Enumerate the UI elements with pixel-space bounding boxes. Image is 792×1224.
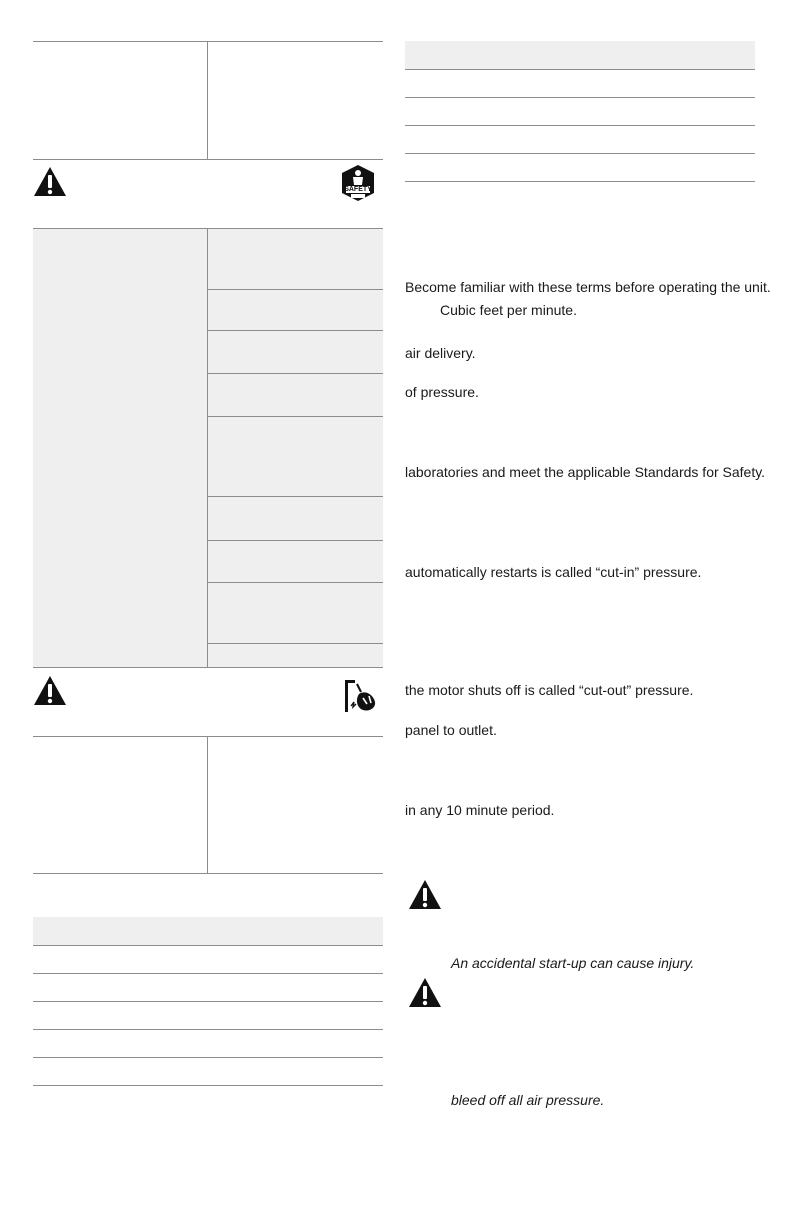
right-spec-table-rule <box>405 69 755 70</box>
glossary-intro: Become familiar with these terms before operating the unit. <box>405 279 771 295</box>
right-spec-table-header <box>405 41 755 69</box>
hazard-table-shaded-cell-1 <box>208 229 383 289</box>
warning-bleed-off: bleed off all air pressure. <box>451 1092 605 1108</box>
hazard-table-row-rule <box>208 643 383 644</box>
hazard-table-row-rule <box>208 540 383 541</box>
warning-triangle-icon <box>408 879 442 910</box>
glossary-cut-in: automatically restarts is called “cut-in” pressure. <box>405 564 702 580</box>
right-spec-table-rule <box>405 153 755 154</box>
hazard-table-row-rule <box>208 582 383 583</box>
hazard-table-row-rule <box>208 416 383 417</box>
hazard-table-shaded-cell-2 <box>208 290 383 330</box>
glossary-ten-minute: in any 10 minute period. <box>405 802 555 818</box>
warning-accidental-startup: An accidental start-up can cause injury. <box>451 955 695 971</box>
glossary-laboratories: laboratories and meet the applicable Standards for Safety. <box>405 464 766 480</box>
glossary-cfm-definition: Cubic feet per minute. <box>440 302 577 318</box>
glossary-air-delivery: air delivery. <box>405 345 476 361</box>
lower-table-rule-bottom <box>33 873 383 874</box>
glossary-of-pressure: of pressure. <box>405 384 479 400</box>
hazard-table-shaded-cell-9 <box>208 644 383 667</box>
hazard-table-shaded-cell-3 <box>208 331 383 373</box>
hazard-table-shaded-cell-4 <box>208 374 383 416</box>
top-table-divider <box>207 41 208 159</box>
warning-triangle-icon <box>33 166 67 197</box>
left-spec-table-rule <box>33 1001 383 1002</box>
hazard-table-rule-bottom <box>33 667 383 668</box>
top-table-rule-top <box>33 41 383 42</box>
right-spec-table-rule <box>405 125 755 126</box>
hazard-table-row-rule <box>208 289 383 290</box>
hazard-table-row-rule <box>208 496 383 497</box>
hazard-table-row-rule <box>208 373 383 374</box>
hazard-table-divider <box>207 229 208 667</box>
left-spec-table-rule <box>33 1029 383 1030</box>
glossary-panel-to-outlet: panel to outlet. <box>405 722 497 738</box>
safety-first-label-line2: FIRST <box>350 194 366 200</box>
hazard-table-shaded-left <box>33 229 207 667</box>
hazard-table-shaded-cell-8 <box>208 583 383 643</box>
left-spec-table-rule <box>33 945 383 946</box>
warning-triangle-icon <box>408 977 442 1008</box>
left-spec-table-header <box>33 917 383 945</box>
warning-triangle-icon <box>33 675 67 706</box>
right-spec-table-rule <box>405 97 755 98</box>
safety-first-label-line1: SAFETY <box>344 186 372 193</box>
right-spec-table-rule <box>405 181 755 182</box>
lower-table-rule-top <box>33 736 383 737</box>
left-spec-table-rule <box>33 1057 383 1058</box>
lower-table-divider <box>207 736 208 873</box>
hazard-table-shaded-cell-5 <box>208 417 383 496</box>
hazard-table-row-rule <box>208 330 383 331</box>
glossary-cut-out: the motor shuts off is called “cut-out” pressure. <box>405 682 694 698</box>
top-table-rule-bottom <box>33 159 383 160</box>
left-spec-table-rule <box>33 1085 383 1086</box>
safety-first-label <box>340 186 376 201</box>
hazard-table-shaded-cell-6 <box>208 497 383 540</box>
left-spec-table-rule <box>33 973 383 974</box>
hazard-table-shaded-cell-7 <box>208 541 383 582</box>
electric-shock-icon <box>343 676 381 714</box>
